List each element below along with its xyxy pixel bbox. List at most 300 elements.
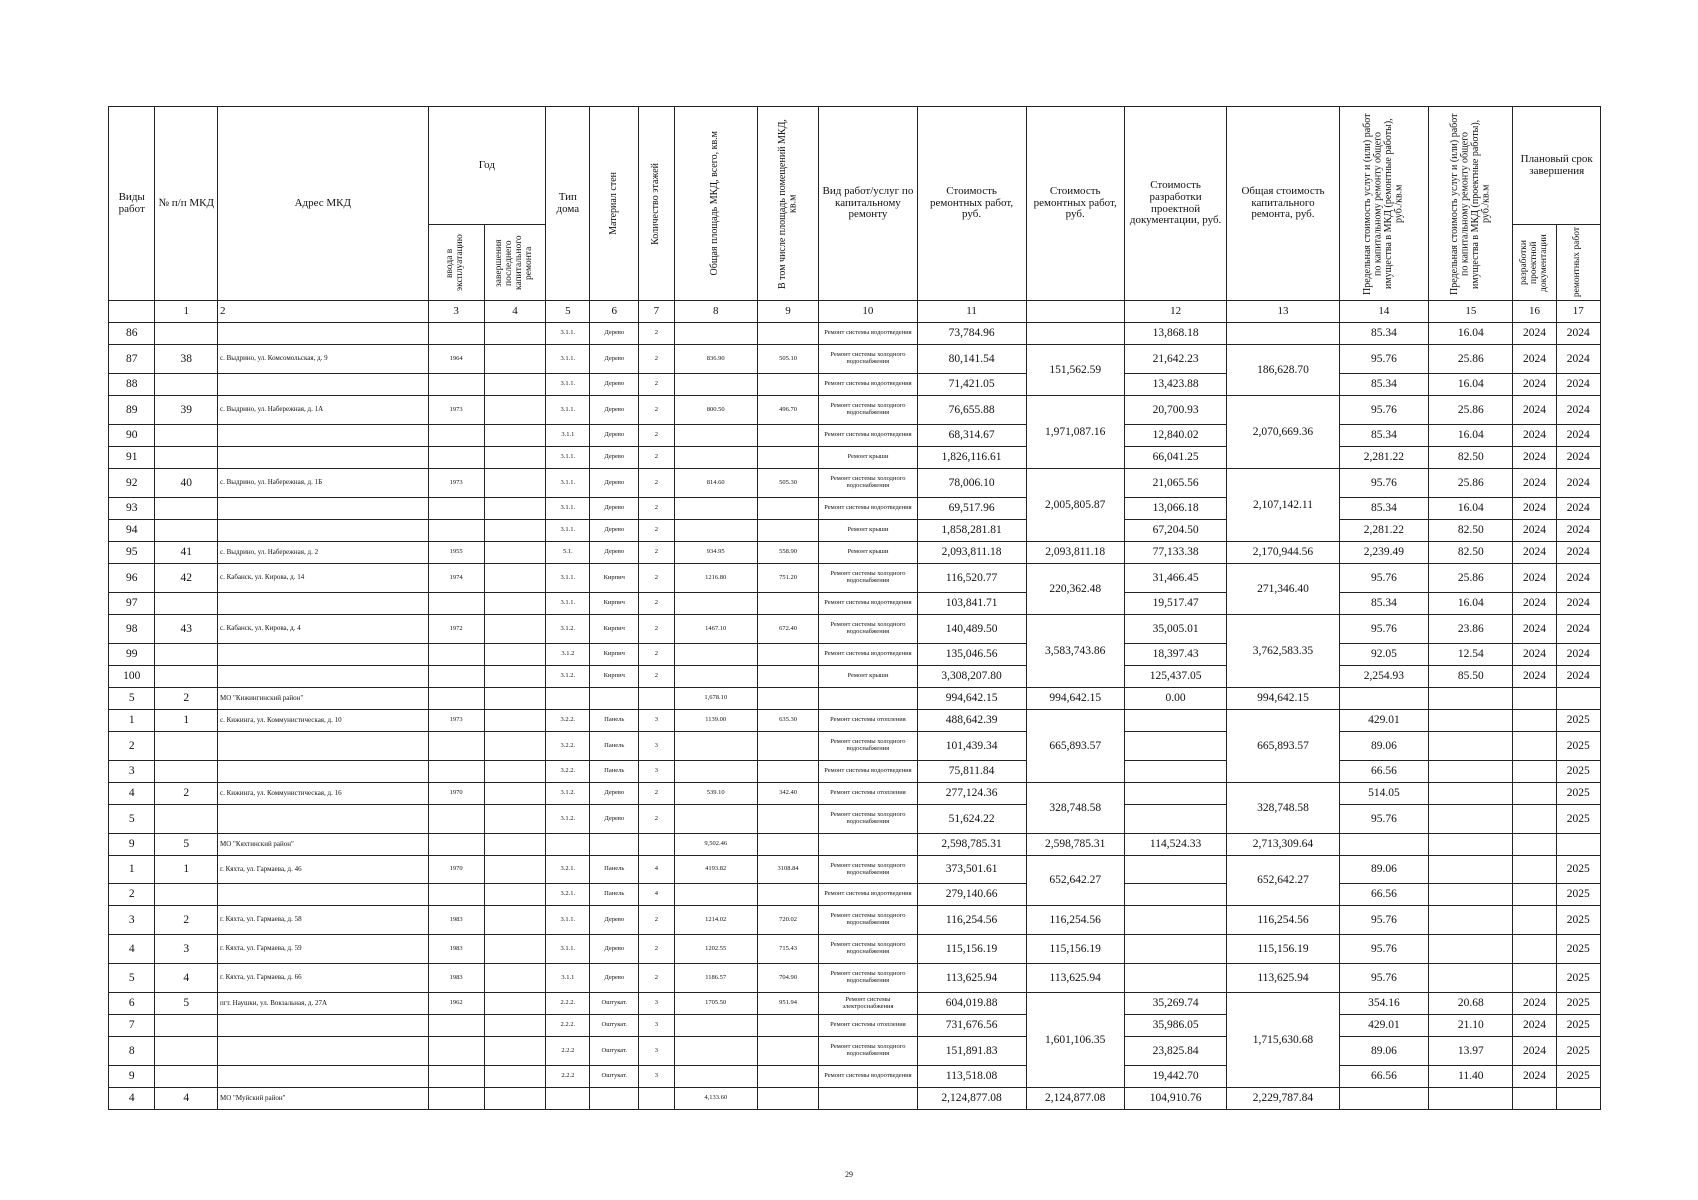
wall-material-cell: Кирпич <box>590 564 639 593</box>
total-area-cell <box>674 498 757 520</box>
total-area-cell: 836.90 <box>674 345 757 374</box>
header-design-cost: Стоимость разработки проектной документации, руб. <box>1124 107 1227 301</box>
address-cell: с. Выдрино, ул. Комсомольская, д. 9 <box>218 345 429 374</box>
total-area-cell <box>674 1015 757 1037</box>
address-cell: с. Выдрино, ул. Набережная, д. 2 <box>218 542 429 564</box>
floors-cell <box>639 1088 675 1110</box>
total-cost-cell: 665,893.57 <box>1227 710 1339 783</box>
address-cell <box>218 425 429 447</box>
deadline-design-cell: 2024 <box>1513 345 1556 374</box>
total-area-cell: 1186.57 <box>674 964 757 993</box>
limit-cost-repair-cell: 429.01 <box>1339 710 1429 732</box>
deadline-design-cell: 2024 <box>1513 993 1556 1015</box>
row-number-cell: 3 <box>109 906 155 935</box>
repair-cost-cell: 69,517.96 <box>917 498 1026 520</box>
premises-area-cell: 342.40 <box>757 783 819 805</box>
wall-material-cell: Оштукат. <box>590 1037 639 1066</box>
address-cell: МО "Кяхтинский район" <box>218 834 429 856</box>
mkd-number-cell: 43 <box>155 615 218 644</box>
table-body <box>109 301 1601 1110</box>
deadline-design-cell <box>1513 856 1556 884</box>
design-cost-cell: 35,269.74 <box>1124 993 1227 1015</box>
work-kind-cell: Ремонт крыши <box>819 542 917 564</box>
deadline-repair-cell: 2024 <box>1556 498 1600 520</box>
deadline-design-cell: 2024 <box>1513 615 1556 644</box>
year-commissioning-cell: 1973 <box>428 396 484 425</box>
total-cost-cell: 2,107,142.11 <box>1227 469 1339 542</box>
premises-area-cell <box>757 732 819 761</box>
total-area-cell: 814.60 <box>674 469 757 498</box>
address-cell: пгт. Наушки, ул. Вокзальная, д. 27А <box>218 993 429 1015</box>
house-type-cell: 2.2.2 <box>546 1066 590 1088</box>
deadline-design-cell: 2024 <box>1513 374 1556 396</box>
premises-area-cell: 672.40 <box>757 615 819 644</box>
deadline-repair-cell: 2025 <box>1556 732 1600 761</box>
wall-material-cell: Дерево <box>590 805 639 834</box>
deadline-design-cell: 2024 <box>1513 447 1556 469</box>
table-row <box>109 469 1601 498</box>
wall-material-cell: Кирпич <box>590 666 639 688</box>
repair-cost-cell: 116,254.56 <box>917 906 1026 935</box>
deadline-design-cell <box>1513 935 1556 964</box>
design-cost-cell <box>1124 805 1227 834</box>
row-number-cell: 92 <box>109 469 155 498</box>
repair-cost-cell: 277,124.36 <box>917 783 1026 805</box>
design-cost-cell: 20,700.93 <box>1124 396 1227 425</box>
limit-cost-design-cell <box>1429 1088 1513 1110</box>
year-commissioning-cell: 1955 <box>428 542 484 564</box>
limit-cost-design-cell: 25.86 <box>1429 564 1513 593</box>
work-kind-cell: Ремонт системы водоотведения <box>819 1066 917 1088</box>
design-cost-cell: 13,066.18 <box>1124 498 1227 520</box>
design-cost-cell: 35,986.05 <box>1124 1015 1227 1037</box>
design-cost-cell <box>1124 964 1227 993</box>
mkd-number-cell <box>155 805 218 834</box>
work-kind-cell: Ремонт системы водоотведения <box>819 644 917 666</box>
house-type-cell: 3.1.1. <box>546 520 590 542</box>
table-row <box>109 805 1601 834</box>
address-cell <box>218 884 429 906</box>
address-cell: г. Кяхта, ул. Гармаева, д. 58 <box>218 906 429 935</box>
limit-cost-repair-cell: 429.01 <box>1339 1015 1429 1037</box>
row-number-cell: 1 <box>109 856 155 884</box>
house-type-cell: 3.1.1. <box>546 564 590 593</box>
deadline-repair-cell: 2025 <box>1556 1066 1600 1088</box>
year-last-repair-cell <box>484 615 546 644</box>
header-year-last-repair: завершения последнего капитального ремонта <box>484 225 546 301</box>
limit-cost-repair-cell: 354.16 <box>1339 993 1429 1015</box>
wall-material-cell: Дерево <box>590 498 639 520</box>
house-type-cell: 2.2.2. <box>546 1015 590 1037</box>
wall-material-cell: Панель <box>590 732 639 761</box>
house-type-cell: 2.2.2 <box>546 1037 590 1066</box>
limit-cost-repair-cell: 85.34 <box>1339 425 1429 447</box>
premises-area-cell: 496.70 <box>757 396 819 425</box>
design-cost-cell: 23,825.84 <box>1124 1037 1227 1066</box>
row-number-cell: 91 <box>109 447 155 469</box>
year-last-repair-cell <box>484 396 546 425</box>
floors-cell: 3 <box>639 732 675 761</box>
address-cell <box>218 593 429 615</box>
table-row <box>109 732 1601 761</box>
header-deadline-repair: ремонтных работ <box>1556 225 1600 301</box>
total-area-cell <box>674 761 757 783</box>
repair-cost-total-cell: 2,124,877.08 <box>1026 1088 1124 1110</box>
work-kind-cell: Ремонт крыши <box>819 666 917 688</box>
limit-cost-design-cell: 16.04 <box>1429 498 1513 520</box>
floors-cell: 2 <box>639 666 675 688</box>
limit-cost-repair-cell: 89.06 <box>1339 856 1429 884</box>
address-cell <box>218 374 429 396</box>
floors-cell: 2 <box>639 323 675 345</box>
address-cell <box>218 498 429 520</box>
work-kind-cell: Ремонт системы холодного водоснабжения <box>819 615 917 644</box>
year-last-repair-cell <box>484 1037 546 1066</box>
limit-cost-design-cell: 11.40 <box>1429 1066 1513 1088</box>
address-cell <box>218 1037 429 1066</box>
table-row <box>109 542 1601 564</box>
premises-area-cell: 704.90 <box>757 964 819 993</box>
table-row <box>109 593 1601 615</box>
table-row <box>109 374 1601 396</box>
limit-cost-repair-cell: 95.76 <box>1339 345 1429 374</box>
mkd-number-cell: 2 <box>155 688 218 710</box>
address-cell: с. Кижинга, ул. Коммунистическая, д. 10 <box>218 710 429 732</box>
deadline-repair-cell: 2024 <box>1556 374 1600 396</box>
limit-cost-design-cell <box>1429 906 1513 935</box>
premises-area-cell <box>757 761 819 783</box>
premises-area-cell <box>757 374 819 396</box>
work-kind-cell: Ремонт системы отопления <box>819 783 917 805</box>
limit-cost-repair-cell <box>1339 834 1429 856</box>
total-area-cell: 1216.80 <box>674 564 757 593</box>
year-last-repair-cell <box>484 374 546 396</box>
deadline-repair-cell: 2025 <box>1556 805 1600 834</box>
limit-cost-repair-cell: 95.76 <box>1339 935 1429 964</box>
repair-cost-total-cell <box>1026 323 1124 345</box>
address-cell <box>218 323 429 345</box>
deadline-repair-cell: 2024 <box>1556 345 1600 374</box>
row-number-cell: 100 <box>109 666 155 688</box>
deadline-design-cell: 2024 <box>1513 498 1556 520</box>
floors-cell: 2 <box>639 615 675 644</box>
table-row <box>109 564 1601 593</box>
wall-material-cell: Дерево <box>590 906 639 935</box>
row-number-cell: 9 <box>109 1066 155 1088</box>
total-area-cell: 1202.55 <box>674 935 757 964</box>
year-last-repair-cell <box>484 1066 546 1088</box>
deadline-design-cell: 2024 <box>1513 542 1556 564</box>
year-commissioning-cell: 1983 <box>428 935 484 964</box>
repair-cost-total-cell: 1,601,106.35 <box>1026 993 1124 1088</box>
deadline-design-cell: 2024 <box>1513 1015 1556 1037</box>
design-cost-cell <box>1124 732 1227 761</box>
wall-material-cell: Дерево <box>590 447 639 469</box>
limit-cost-repair-cell: 95.76 <box>1339 964 1429 993</box>
total-cost-cell: 115,156.19 <box>1227 935 1339 964</box>
mkd-number-cell: 1 <box>155 710 218 732</box>
wall-material-cell: Кирпич <box>590 615 639 644</box>
column-number: 17 <box>1556 301 1600 323</box>
table-row <box>109 884 1601 906</box>
row-number-cell: 94 <box>109 520 155 542</box>
mkd-number-cell: 38 <box>155 345 218 374</box>
work-kind-cell <box>819 834 917 856</box>
year-last-repair-cell <box>484 666 546 688</box>
table-row <box>109 964 1601 993</box>
design-cost-cell: 21,642.23 <box>1124 345 1227 374</box>
year-last-repair-cell <box>484 345 546 374</box>
design-cost-cell: 77,133.38 <box>1124 542 1227 564</box>
wall-material-cell: Кирпич <box>590 644 639 666</box>
design-cost-cell: 35,005.01 <box>1124 615 1227 644</box>
deadline-repair-cell: 2024 <box>1556 644 1600 666</box>
design-cost-cell: 18,397.43 <box>1124 644 1227 666</box>
mkd-number-cell <box>155 761 218 783</box>
total-area-cell <box>674 1037 757 1066</box>
work-kind-cell: Ремонт системы холодного водоснабжения <box>819 396 917 425</box>
design-cost-cell: 13,423.88 <box>1124 374 1227 396</box>
total-cost-cell: 652,642.27 <box>1227 856 1339 906</box>
row-number-cell: 6 <box>109 993 155 1015</box>
year-last-repair-cell <box>484 498 546 520</box>
column-number: 2 <box>218 301 429 323</box>
work-kind-cell: Ремонт системы водоотведения <box>819 498 917 520</box>
table-row <box>109 615 1601 644</box>
year-last-repair-cell <box>484 469 546 498</box>
address-cell: МО "Кижингинский район" <box>218 688 429 710</box>
wall-material-cell: Дерево <box>590 345 639 374</box>
house-type-cell: 3.2.1. <box>546 856 590 884</box>
header-address: Адрес МКД <box>218 107 429 301</box>
premises-area-cell: 3108.84 <box>757 856 819 884</box>
year-commissioning-cell <box>428 498 484 520</box>
floors-cell: 4 <box>639 884 675 906</box>
year-last-repair-cell <box>484 884 546 906</box>
wall-material-cell: Дерево <box>590 323 639 345</box>
work-kind-cell: Ремонт системы холодного водоснабжения <box>819 964 917 993</box>
repair-cost-cell: 116,520.77 <box>917 564 1026 593</box>
deadline-design-cell: 2024 <box>1513 1037 1556 1066</box>
wall-material-cell: Оштукат. <box>590 993 639 1015</box>
column-number: 11 <box>917 301 1026 323</box>
table-row <box>109 345 1601 374</box>
repair-cost-total-cell: 116,254.56 <box>1026 906 1124 935</box>
row-number-cell: 99 <box>109 644 155 666</box>
limit-cost-design-cell <box>1429 710 1513 732</box>
deadline-design-cell <box>1513 1088 1556 1110</box>
house-type-cell: 3.1.1. <box>546 906 590 935</box>
design-cost-cell: 0.00 <box>1124 688 1227 710</box>
limit-cost-repair-cell: 95.76 <box>1339 906 1429 935</box>
limit-cost-repair-cell <box>1339 688 1429 710</box>
deadline-repair-cell: 2024 <box>1556 666 1600 688</box>
house-type-cell: 3.1.1. <box>546 593 590 615</box>
deadline-design-cell <box>1513 834 1556 856</box>
work-kind-cell: Ремонт системы отопления <box>819 710 917 732</box>
limit-cost-design-cell: 25.86 <box>1429 345 1513 374</box>
mkd-number-cell: 2 <box>155 783 218 805</box>
repair-cost-cell: 2,598,785.31 <box>917 834 1026 856</box>
year-commissioning-cell <box>428 1037 484 1066</box>
header-work-types: Виды работ <box>109 107 155 301</box>
header-work-kind: Вид работ/услуг по капитальному ремонту <box>819 107 917 301</box>
mkd-number-cell: 5 <box>155 993 218 1015</box>
mkd-number-cell: 4 <box>155 1088 218 1110</box>
total-cost-cell: 1,715,630.68 <box>1227 993 1339 1088</box>
limit-cost-repair-cell: 95.76 <box>1339 396 1429 425</box>
column-number: 5 <box>546 301 590 323</box>
year-commissioning-cell <box>428 425 484 447</box>
repair-cost-total-cell: 328,748.58 <box>1026 783 1124 834</box>
limit-cost-repair-cell: 514.05 <box>1339 783 1429 805</box>
limit-cost-design-cell: 16.04 <box>1429 323 1513 345</box>
year-commissioning-cell <box>428 1015 484 1037</box>
house-type-cell: 3.1.2. <box>546 805 590 834</box>
repair-cost-cell: 279,140.66 <box>917 884 1026 906</box>
house-type-cell <box>546 688 590 710</box>
repair-cost-total-cell: 994,642.15 <box>1026 688 1124 710</box>
column-number: 16 <box>1513 301 1556 323</box>
premises-area-cell: 715.43 <box>757 935 819 964</box>
premises-area-cell: 505.30 <box>757 469 819 498</box>
work-kind-cell: Ремонт системы холодного водоснабжения <box>819 906 917 935</box>
row-number-cell: 96 <box>109 564 155 593</box>
limit-cost-design-cell: 16.04 <box>1429 425 1513 447</box>
address-cell: МО "Муйский район" <box>218 1088 429 1110</box>
deadline-repair-cell: 2024 <box>1556 447 1600 469</box>
row-number-cell: 86 <box>109 323 155 345</box>
house-type-cell: 3.2.2. <box>546 710 590 732</box>
total-area-cell: 934.95 <box>674 542 757 564</box>
deadline-repair-cell: 2024 <box>1556 323 1600 345</box>
table-row <box>109 323 1601 345</box>
mkd-number-cell <box>155 374 218 396</box>
address-cell: г. Кяхта, ул. Гармаева, д. 59 <box>218 935 429 964</box>
column-number: 10 <box>819 301 917 323</box>
work-kind-cell <box>819 688 917 710</box>
row-number-cell: 1 <box>109 710 155 732</box>
column-number: 12 <box>1124 301 1227 323</box>
limit-cost-repair-cell: 95.76 <box>1339 469 1429 498</box>
limit-cost-repair-cell: 92.05 <box>1339 644 1429 666</box>
mkd-number-cell: 41 <box>155 542 218 564</box>
repair-cost-cell: 2,093,811.18 <box>917 542 1026 564</box>
year-commissioning-cell: 1962 <box>428 993 484 1015</box>
row-number-cell: 9 <box>109 834 155 856</box>
total-area-cell: 1705.50 <box>674 993 757 1015</box>
premises-area-cell <box>757 1088 819 1110</box>
limit-cost-design-cell <box>1429 964 1513 993</box>
header-planned-deadline: Плановый срок завершения <box>1513 107 1601 225</box>
deadline-repair-cell: 2025 <box>1556 993 1600 1015</box>
year-last-repair-cell <box>484 935 546 964</box>
limit-cost-repair-cell: 66.56 <box>1339 884 1429 906</box>
work-kind-cell: Ремонт системы холодного водоснабжения <box>819 935 917 964</box>
mkd-number-cell <box>155 498 218 520</box>
wall-material-cell: Дерево <box>590 542 639 564</box>
repair-cost-cell: 1,826,116.61 <box>917 447 1026 469</box>
premises-area-cell: 720.02 <box>757 906 819 935</box>
mkd-number-cell: 42 <box>155 564 218 593</box>
repair-cost-cell: 73,784.96 <box>917 323 1026 345</box>
total-cost-cell: 113,625.94 <box>1227 964 1339 993</box>
header-wall-material: Материал стен <box>590 107 639 301</box>
limit-cost-repair-cell: 2,239.49 <box>1339 542 1429 564</box>
deadline-repair-cell: 2025 <box>1556 710 1600 732</box>
header-house-type: Тип дома <box>546 107 590 301</box>
year-last-repair-cell <box>484 425 546 447</box>
limit-cost-repair-cell: 95.76 <box>1339 805 1429 834</box>
row-number-cell: 88 <box>109 374 155 396</box>
deadline-repair-cell: 2024 <box>1556 615 1600 644</box>
total-area-cell <box>674 1066 757 1088</box>
wall-material-cell: Панель <box>590 856 639 884</box>
work-kind-cell: Ремонт системы холодного водоснабжения <box>819 732 917 761</box>
floors-cell: 2 <box>639 469 675 498</box>
deadline-design-cell: 2024 <box>1513 323 1556 345</box>
year-last-repair-cell <box>484 834 546 856</box>
table-row <box>109 447 1601 469</box>
year-commissioning-cell: 1973 <box>428 469 484 498</box>
row-number-cell: 93 <box>109 498 155 520</box>
address-cell <box>218 761 429 783</box>
wall-material-cell: Кирпич <box>590 593 639 615</box>
limit-cost-repair-cell: 2,281.22 <box>1339 447 1429 469</box>
premises-area-cell <box>757 498 819 520</box>
limit-cost-design-cell <box>1429 834 1513 856</box>
column-number: 7 <box>639 301 675 323</box>
total-area-cell <box>674 520 757 542</box>
floors-cell: 3 <box>639 1015 675 1037</box>
premises-area-cell: 635.30 <box>757 710 819 732</box>
year-last-repair-cell <box>484 964 546 993</box>
floors-cell: 2 <box>639 644 675 666</box>
wall-material-cell <box>590 834 639 856</box>
total-area-cell <box>674 425 757 447</box>
district-total-row <box>109 1088 1601 1110</box>
limit-cost-design-cell: 23.86 <box>1429 615 1513 644</box>
total-area-cell <box>674 644 757 666</box>
work-kind-cell: Ремонт системы водоотведения <box>819 761 917 783</box>
deadline-repair-cell: 2024 <box>1556 520 1600 542</box>
total-cost-cell: 2,070,669.36 <box>1227 396 1339 469</box>
repair-cost-cell: 101,439.34 <box>917 732 1026 761</box>
floors-cell: 2 <box>639 542 675 564</box>
floors-cell <box>639 834 675 856</box>
work-kind-cell: Ремонт системы водоотведения <box>819 593 917 615</box>
mkd-number-cell: 40 <box>155 469 218 498</box>
district-total-row <box>109 688 1601 710</box>
wall-material-cell: Дерево <box>590 520 639 542</box>
floors-cell: 2 <box>639 374 675 396</box>
wall-material-cell <box>590 1088 639 1110</box>
wall-material-cell: Дерево <box>590 964 639 993</box>
column-number: 14 <box>1339 301 1429 323</box>
year-last-repair-cell <box>484 542 546 564</box>
repair-cost-total-cell: 151,562.59 <box>1026 345 1124 396</box>
limit-cost-design-cell: 82.50 <box>1429 542 1513 564</box>
floors-cell: 4 <box>639 856 675 884</box>
floors-cell: 2 <box>639 935 675 964</box>
address-cell: с. Выдрино, ул. Набережная, д. 1А <box>218 396 429 425</box>
design-cost-cell: 12,840.02 <box>1124 425 1227 447</box>
year-last-repair-cell <box>484 761 546 783</box>
year-commissioning-cell <box>428 374 484 396</box>
limit-cost-design-cell: 25.86 <box>1429 396 1513 425</box>
repair-cost-cell: 1,858,281.81 <box>917 520 1026 542</box>
year-commissioning-cell <box>428 1066 484 1088</box>
